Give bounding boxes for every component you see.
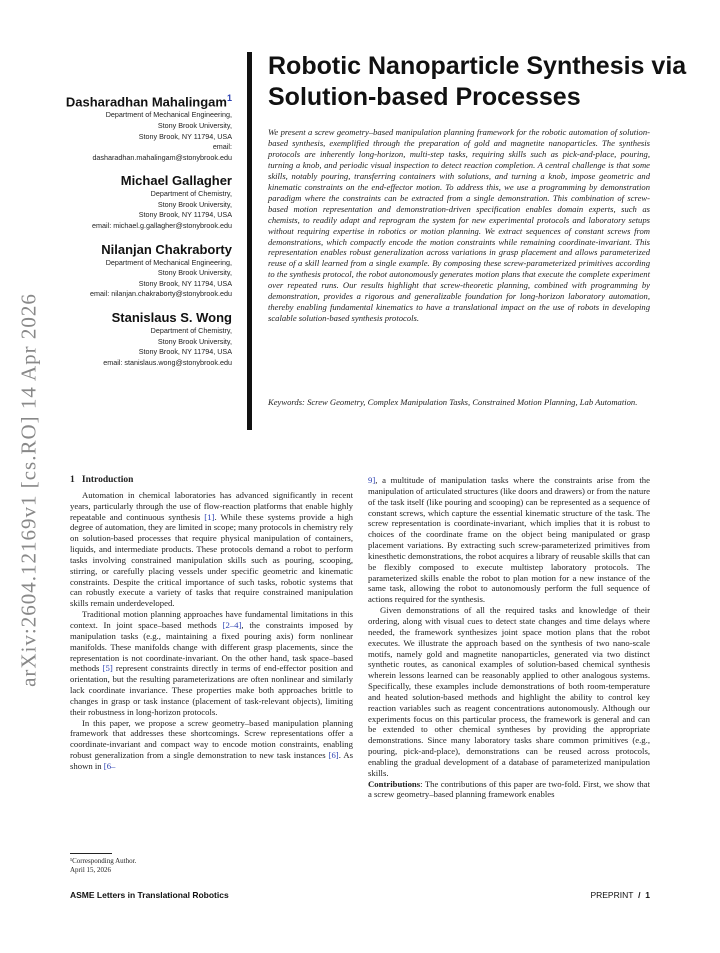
keywords: Keywords: Screw Geometry, Complex Manipulation Tasks, Constrained Motion Planning, Lab Automation. [268,397,638,407]
paragraph: Automation in chemical laboratories has advanced significantly in recent years, particularly through the use of flow-reaction platforms that enable highly repeatable and continuous synthesis [1]. While these systems provide a high degree of automation, they are limited in scope; many protocols in chemistry rely on solution-based processes that require physical manipulation of containers, liquids, and intermediate products. These protocols demand a robot to perform tasks involving constrained manipulation skills such as pouring, scooping, stirring, or carefully placing vessels under specific geometric and kinematic constraints. Despite the critical importance of such tasks, robotic systems that can robustly execute a variety of tasks that require constrained manipulation skills remain underdeveloped. [70,489,353,609]
footnotes [70,857,353,875]
arxiv-id: arXiv:2604.12169v1 [cs.RO] 14 Apr 2026 [16,293,41,687]
author-email: email: nilanjan.chakraborty@stonybrook.edu [90,289,232,299]
author-email: email: michael.g.gallagher@stonybrook.edu [92,221,232,231]
journal-name: ASME Letters in Translational Robotics [70,890,229,900]
author-name: Michael Gallagher [120,173,232,189]
footnote: ¹Corresponding Author. [70,857,137,865]
author-name: Nilanjan Chakraborty [101,241,232,257]
author-email: dasharadhan.mahalingam@stonybrook.edu [92,152,232,162]
author-list [60,90,232,378]
paper-title: Robotic Nanoparticle Synthesis via Solution-based Processes [268,52,687,111]
column-right [368,475,650,800]
footnote-rule [70,853,112,854]
author-block [60,90,232,163]
citation-link[interactable]: 9] [368,475,376,485]
author-block [60,310,232,368]
page-footer: PREPRINT / 1 [590,890,650,900]
footnote-date: April 15, 2026 [70,866,112,874]
citation-link[interactable]: [1] [204,511,215,522]
column-left [70,475,353,772]
paragraph: In this paper, we propose a screw geometry–based manipulation planning framework that addresses these shortcomings. Screw representations offer a coordinate-invariant and compact way to encode motion constraints, enabling robust generalization from a single demonstration to new task instances [6]. As shown in [6– [70,717,353,771]
citation-link[interactable]: [6] [328,750,339,761]
author-block [60,173,232,231]
author-affiliation: Department of Chemistry, Stony Brook University, Stony Brook, NY 11794, USA email: stanislaus.wong@stonybrook.edu [60,326,232,368]
arxiv-stamp [8,280,50,700]
author-affiliation: Department of Chemistry, Stony Brook University, Stony Brook, NY 11794, USA email: michael.g.gallagher@stonybrook.edu [60,189,232,231]
page-number: 1 [645,890,650,900]
author-block [60,242,232,300]
author-affiliation: Department of Mechanical Engineering, Stony Brook University, Stony Brook, NY 11794, USA email: dasharadhan.mahalingam@stonybrook.edu [60,110,232,163]
paragraph: Traditional motion planning approaches have fundamental limitations in this context. In joint space–based methods [2–4], the constraints imposed by manipulation tasks (e.g., maintaining a fixed pouring axis) form nonlinear manifolds. These manifolds change with different grasp placements, since the representation is not coordinate-invariant. On the other hand, task space–based methods [5] represent constraints directly in terms of end-effector position and orientation, but the resulting parameterizations are often nonlinear and similarly lack coordinate invariance. These properties make both approaches brittle to changes in grasp or task instance (placement of task-relevant objects), limiting their robustness in long-horizon protocols. [70,609,353,717]
contributions-label: Contributions [368,778,421,789]
corresponding-marker[interactable]: 1 [226,93,232,103]
abstract: We present a screw geometry–based manipulation planning framework for the robotic automation of solution-based synthesis, exemplified through the preparation of gold and magnetite nanoparticles. The synthesis protocols are inherently long-horizon, multi-step tasks, requiring skills such as pick-and-place, pouring, turning a knob, and periodic visual inspection to detect reaction completion. A central challenge is that some skills, notably pouring, transferring containers with solutions, and turning a knob, impose geometric and kinematic constraints on the end-effector motion. To address this, we use a programming by demonstration paradigm where the constraints can be extracted from a single demonstration. This combination of screw-based motion representation and demonstration-driven specification enables domain experts, such as chemists, to readily adapt and reprogram the system for new experimental protocols and laboratory setups without requiring expertise in robotics or motion planning. We extract sequences of constant screws from demonstrations, which compactly encode the motion constraints while remaining coordinate-invariant. This representation enables robust generalization across variations in grasp placement and allows parameterized reuse of a skill learned from a single example. By composing these screw-parameterized primitives according to the synthesis protocol, the robot autonomously generates motion plans that execute the complete experiment over repeated runs. Our results highlight that screw-theoretic planning, combined with programming by demonstration, provides a rigorous and generalizable foundation for long-horizon laboratory automation, thereby enabling fundamental kinematics to have a translational impact on the use of robots in developing scalable solution-based synthesis protocols. [268,127,650,324]
paragraph: 9], a multitude of manipulation tasks where the constraints arise from the manipulation of articulated structures (like doors and drawers) or from the nature of the task itself (like pouring and scooping) can be represented as a sequence of constant screws, which capture the essential kinematic structure of the task. The screw representation is coordinate-invariant, which implies that it is robust to choices of the coordinate frame on the object being manipulated or grasp placement variations. By extracting such screw-parameterized primitives from kinesthetic demonstrations, the robot acquires a library of reusable skills that can be flexibly composed to execute multistep laboratory protocols. The parameterized skills enable the robot to plan motion for a new instance of the same task, allowing the robot to autonomously perform the full sequence of actions required for the synthesis. [368,475,651,605]
section-heading: 1 Introduction [70,475,134,485]
author-name: Dasharadhan Mahalingam [65,94,227,110]
title-rule [247,52,252,430]
paragraph: Given demonstrations of all the required tasks and knowledge of their ordering, along with visual cues to detect state changes and time delays where needed, the framework synthesizes joint space motion plans that the robot executes. We illustrate the approach based on the synthesis of two nano-scale motifs, namely gold and magnetite nanoparticles, generated via two distinct synthetic routes, as canonical examples of solution-based chemical synthesis wherein lessons learned can be reasonably applied to other analogous systems. Specifically, these examples include demonstrations of both room-temperature and heated solution-based methods and highlight the ability to control key reaction variables such as reagent concentrations autonomously. Although our experiments focus on this particular process, the framework is general and can be extended to other chemical syntheses by providing the appropriate demonstrations. Since many laboratory tasks share common primitives (e.g., pouring, pick-and-place), demonstrations can be reused across protocols, enabling the gradual development of a database of parameterized manipulation skills. [368,605,650,778]
author-name: Stanislaus S. Wong [111,310,232,326]
citation-link[interactable]: [6– [103,760,116,771]
citation-link[interactable]: [2–4] [222,619,242,630]
citation-link[interactable]: [5] [102,663,113,674]
author-affiliation: Department of Mechanical Engineering, Stony Brook University, Stony Brook, NY 11794, USA email: nilanjan.chakraborty@stonybrook.edu [60,258,232,300]
author-email: email: stanislaus.wong@stonybrook.edu [103,357,232,367]
paragraph: Contributions: The contributions of this paper are two-fold. First, we show that a screw geometry–based planning framework enables [368,778,650,800]
